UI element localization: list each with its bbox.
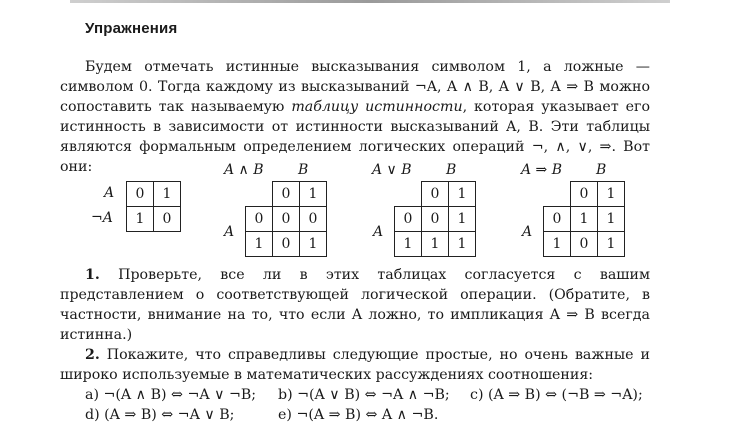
table-cell: 0 xyxy=(422,182,449,207)
problem-2-items xyxy=(60,385,650,425)
problem-2 xyxy=(60,345,650,385)
intro-emphasis: таблицу истинности xyxy=(291,99,463,115)
table-cell: 1 xyxy=(300,232,327,257)
table-cell: 1 xyxy=(395,232,422,257)
or-grid xyxy=(394,181,476,257)
item-d: d) (A ⇒ B) ⇔ ¬A ∨ B; xyxy=(85,407,235,423)
table-cell: 0 xyxy=(571,182,598,207)
table-cell: 0 xyxy=(273,207,300,232)
table-cell: 0 xyxy=(154,207,181,232)
or-row-var: A xyxy=(373,224,384,240)
table-cell: 0 xyxy=(273,182,300,207)
imp-row-var: A xyxy=(522,224,533,240)
table-cell: 1 xyxy=(422,232,449,257)
table-cell: 1 xyxy=(449,182,476,207)
item-a: a) ¬(A ∧ B) ⇔ ¬A ∨ ¬B; xyxy=(85,387,257,403)
problem-1-text: Проверьте, все ли в этих таблицах согласуется с вашим представлением о соответствующей логической операции. (Обратите, в частности, внимание на то, что если A ложно, то импликация A ⇒ B всегда истинна.) xyxy=(60,267,650,343)
not-grid xyxy=(126,181,181,232)
section-heading: Упражнения xyxy=(85,20,178,37)
table-cell: 1 xyxy=(598,207,625,232)
and-col-var: B xyxy=(298,162,309,178)
and-row-var: A xyxy=(224,224,235,240)
or-col-var: B xyxy=(446,162,457,178)
imp-col-var: B xyxy=(596,162,607,178)
not-row-label-a: A xyxy=(104,185,115,201)
item-b: b) ¬(A ∨ B) ⇔ ¬A ∧ ¬B; xyxy=(278,387,450,403)
problem-2-text: Покажите, что справедливы следующие простые, но очень важные и широко используемые в математических рассуждениях соотношения: xyxy=(60,347,650,383)
table-cell: 1 xyxy=(449,232,476,257)
not-row-label-nota: ¬A xyxy=(91,210,113,226)
table-cell: 1 xyxy=(246,232,273,257)
or-op-label: A ∨ B xyxy=(372,162,412,178)
table-cell: 0 xyxy=(246,207,273,232)
table-cell: 1 xyxy=(544,232,571,257)
imp-op-label: A ⇒ B xyxy=(521,162,563,178)
table-cell: 0 xyxy=(273,232,300,257)
intro-text-2: , которая указывает его истинность в зависимости от истинности высказываний A, B. Эти таблицы являются формальным определением логических операций ¬, ∧, ∨, ⇒. Вот они: xyxy=(60,99,650,175)
table-cell: 0 xyxy=(422,207,449,232)
table-cell: 1 xyxy=(300,182,327,207)
and-grid xyxy=(245,181,327,257)
table-cell: 0 xyxy=(395,207,422,232)
table-cell: 0 xyxy=(544,207,571,232)
table-cell: 1 xyxy=(598,232,625,257)
problems-section xyxy=(60,265,650,425)
item-e: e) ¬(A ⇒ B) ⇔ A ∧ ¬B. xyxy=(278,407,439,423)
problem-2-number: 2. xyxy=(85,347,100,363)
imp-grid xyxy=(543,181,625,257)
table-cell: 1 xyxy=(598,182,625,207)
table-cell: 1 xyxy=(449,207,476,232)
and-op-label: A ∧ B xyxy=(224,162,264,178)
table-cell: 1 xyxy=(127,207,154,232)
table-cell: 0 xyxy=(127,182,154,207)
problem-1-number: 1. xyxy=(85,267,100,283)
intro-paragraph xyxy=(60,57,650,177)
table-cell: 0 xyxy=(300,207,327,232)
item-c: c) (A ⇒ B) ⇔ (¬B ⇒ ¬A); xyxy=(470,387,643,403)
problem-1 xyxy=(60,265,650,345)
table-cell: 1 xyxy=(154,182,181,207)
intro-text-1: Будем отмечать истинные высказывания символом 1, а ложные — символом 0. Тогда каждому из высказываний ¬A, A ∧ B, A ∨ B, A ⇒ B можно сопоставить так называемую xyxy=(60,59,650,115)
top-rule xyxy=(70,0,670,3)
table-cell: 0 xyxy=(571,232,598,257)
table-cell: 1 xyxy=(571,207,598,232)
